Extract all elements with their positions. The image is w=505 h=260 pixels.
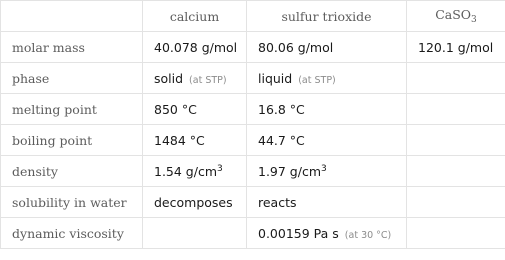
header-row [1, 1, 505, 32]
row-header-molar-mass: molar mass [1, 32, 143, 63]
sulfur-trioxide-density-exponent: 3 [321, 163, 327, 174]
calcium-phase-value: solid [154, 70, 184, 86]
calcium-phase-note: (at STP) [189, 74, 227, 86]
column-header-caso3 [407, 1, 505, 32]
cell-caso3-solubility [407, 187, 505, 218]
table-row [1, 94, 505, 125]
row-header-density: density [1, 156, 143, 187]
corner-cell [1, 1, 143, 32]
table-row [1, 32, 505, 63]
cell-sulfur-trioxide-boiling-point: 44.7 °C [247, 125, 407, 156]
column-header-calcium: calcium [143, 1, 247, 32]
caso3-formula-base: CaSO [435, 7, 472, 22]
cell-sulfur-trioxide-solubility: reacts [247, 187, 407, 218]
cell-calcium-viscosity [143, 218, 247, 249]
cell-sulfur-trioxide-viscosity [247, 218, 407, 249]
sulfur-trioxide-viscosity-value: 0.00159 Pa s [258, 225, 339, 241]
cell-sulfur-trioxide-phase [247, 63, 407, 94]
table-row [1, 218, 505, 249]
cell-sulfur-trioxide-molar-mass: 80.06 g/mol [247, 32, 407, 63]
row-header-solubility-in-water: solubility in water [1, 187, 143, 218]
cell-calcium-density [143, 156, 247, 187]
caso3-formula-subscript: 3 [471, 15, 477, 25]
cell-calcium-melting-point: 850 °C [143, 94, 247, 125]
sulfur-trioxide-viscosity-note: (at 30 °C) [344, 229, 392, 241]
column-header-sulfur-trioxide: sulfur trioxide [247, 1, 407, 32]
calcium-density-exponent: 3 [217, 163, 223, 174]
cell-caso3-molar-mass: 120.1 g/mol [407, 32, 505, 63]
table-row [1, 63, 505, 94]
cell-calcium-boiling-point: 1484 °C [143, 125, 247, 156]
sulfur-trioxide-phase-value: liquid [258, 70, 293, 86]
table-row [1, 187, 505, 218]
cell-caso3-melting-point [407, 94, 505, 125]
cell-calcium-phase [143, 63, 247, 94]
cell-caso3-density [407, 156, 505, 187]
cell-sulfur-trioxide-melting-point: 16.8 °C [247, 94, 407, 125]
cell-calcium-molar-mass: 40.078 g/mol [143, 32, 247, 63]
cell-calcium-solubility: decomposes [143, 187, 247, 218]
row-header-dynamic-viscosity: dynamic viscosity [1, 218, 143, 249]
row-header-boiling-point: boiling point [1, 125, 143, 156]
cell-caso3-viscosity [407, 218, 505, 249]
calcium-density-value: 1.54 g/cm [154, 163, 218, 179]
cell-caso3-boiling-point [407, 125, 505, 156]
sulfur-trioxide-phase-note: (at STP) [298, 74, 336, 86]
row-header-melting-point: melting point [1, 94, 143, 125]
sulfur-trioxide-density-value: 1.97 g/cm [258, 163, 322, 179]
table-row [1, 156, 505, 187]
cell-sulfur-trioxide-density [247, 156, 407, 187]
cell-caso3-phase [407, 63, 505, 94]
row-header-phase: phase [1, 63, 143, 94]
table-row [1, 125, 505, 156]
